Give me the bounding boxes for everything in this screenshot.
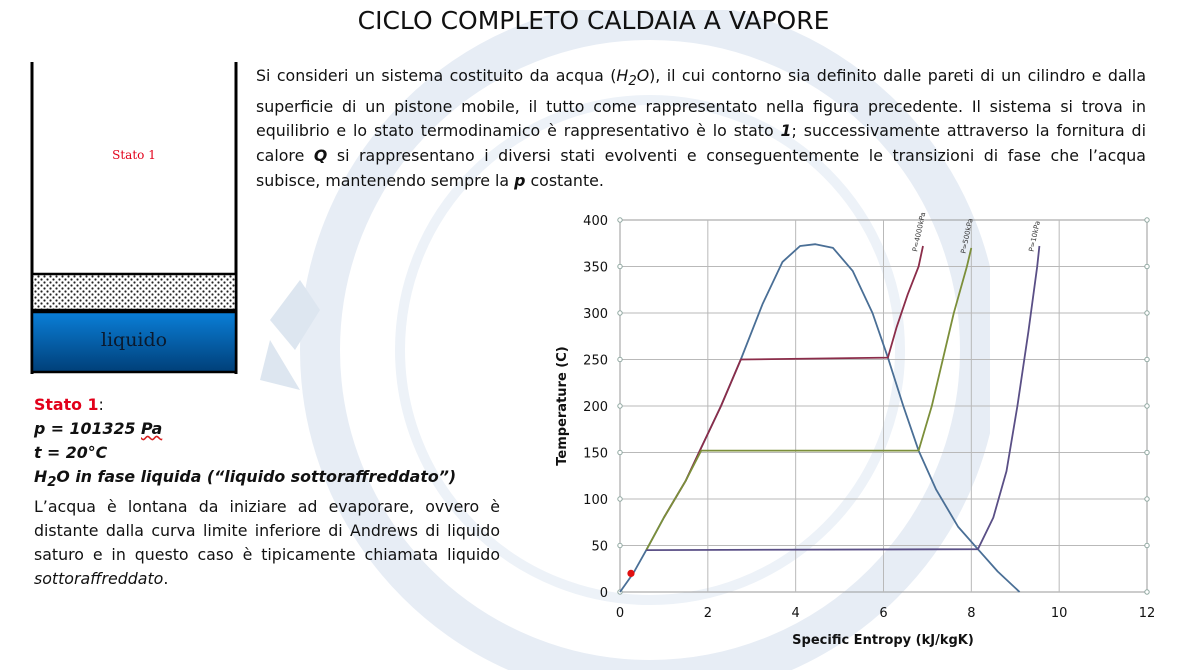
x-tick-label: 4 xyxy=(791,606,800,621)
intro-h2o-h: H xyxy=(616,66,629,85)
axis-tick-marker xyxy=(1145,264,1149,268)
state-heading: Stato 1 xyxy=(34,395,99,414)
intro-paragraph xyxy=(256,64,1146,193)
axis-tick-marker xyxy=(618,543,622,547)
series-label: P=10kPa xyxy=(1027,220,1042,253)
x-tick-label: 12 xyxy=(1138,606,1156,621)
state-heading-colon: : xyxy=(98,395,104,414)
explanation-text-1: L’acqua è lontana da iniziare ad evaporare, ovvero è distante dalla curva limite inferiore di Andrews di liquido saturo e in questo caso è tipicamente chiamata liquido xyxy=(34,497,500,565)
state-description xyxy=(34,393,500,591)
axis-tick-marker xyxy=(1145,497,1149,501)
intro-text-2: ), il cui contorno sia definito dalle pareti di un cilindro e dalla superficie di un pistone mobile, il tutto come rappresentato nella figura precedente. Il sistema si trova in equilibrio e lo stato termodinamico è rappresentativo è lo stato xyxy=(256,66,1147,141)
axis-tick-marker xyxy=(1145,311,1149,315)
intro-text-4: si rappresentano i diversi stati evolventi e conseguentemente le transizioni di fase che l’acqua subisce, mantenendo sempre la xyxy=(256,145,1146,190)
intro-h2o-sub: 2 xyxy=(628,74,637,90)
phase-h: H xyxy=(34,467,48,486)
y-tick-label: 300 xyxy=(583,307,608,322)
pressure-unit: Pa xyxy=(141,419,163,438)
y-tick-label: 150 xyxy=(583,446,608,462)
axis-tick-marker xyxy=(1145,450,1149,454)
intro-state-number: 1 xyxy=(780,121,792,141)
intro-text-5: costante. xyxy=(525,170,604,190)
axis-tick-marker xyxy=(618,218,622,222)
axis-tick-marker xyxy=(1145,357,1149,361)
intro-text-1: Si consideri un sistema costituito da acqua ( xyxy=(256,66,617,85)
phase-sub: 2 xyxy=(47,475,57,491)
intro-text-3: ; successivamente attraverso la fornitura di calore xyxy=(256,121,1146,165)
y-tick-label: 350 xyxy=(583,260,608,276)
pressure-value: p = 101325 xyxy=(34,419,141,438)
series-line-2 xyxy=(646,248,971,550)
axis-tick-marker xyxy=(1145,543,1149,547)
series-label: P=500kPa xyxy=(959,217,975,255)
axis-tick-marker xyxy=(618,404,622,408)
temperature-entropy-chart xyxy=(548,208,1163,658)
piston xyxy=(32,274,236,310)
intro-heat-symbol: Q xyxy=(313,145,328,165)
temperature-line: t = 20°C xyxy=(34,443,108,462)
intro-h2o-o: O xyxy=(636,66,650,85)
y-tick-label: 0 xyxy=(599,586,608,601)
y-tick-label: 400 xyxy=(583,214,608,229)
series-line-0 xyxy=(620,244,1020,592)
axis-tick-marker xyxy=(618,450,622,454)
series-label: P=4000kPa xyxy=(911,211,928,253)
intro-pressure-symbol: p xyxy=(514,170,526,190)
state-label: Stato 1 xyxy=(112,148,156,162)
x-tick-label: 0 xyxy=(615,606,625,621)
axis-tick-marker xyxy=(1145,218,1149,222)
x-tick-label: 6 xyxy=(879,606,888,621)
series-line-1 xyxy=(664,246,923,518)
y-tick-label: 200 xyxy=(583,400,608,415)
x-tick-label: 10 xyxy=(1050,606,1068,621)
x-axis-label: Specific Entropy (kJ/kgK) xyxy=(792,633,974,648)
axis-tick-marker xyxy=(618,264,622,268)
axis-tick-marker xyxy=(618,311,622,315)
pressure-line xyxy=(34,417,500,441)
axis-tick-marker xyxy=(1145,590,1149,594)
x-tick-label: 2 xyxy=(703,606,712,621)
piston-cylinder-figure xyxy=(28,62,243,380)
y-axis-label: Temperature (C) xyxy=(555,346,570,466)
series-line-3 xyxy=(646,246,1039,550)
state-heading-line xyxy=(34,393,500,417)
y-tick-label: 100 xyxy=(583,493,608,508)
axis-tick-marker xyxy=(618,357,622,361)
explanation-text-end: . xyxy=(163,569,169,589)
explanation-text-italic: sottoraffreddato xyxy=(34,569,164,589)
y-tick-label: 250 xyxy=(583,353,608,369)
liquid-label: liquido xyxy=(100,329,168,351)
axis-tick-marker xyxy=(1145,404,1149,408)
state-1-point xyxy=(627,570,634,577)
state-explanation xyxy=(34,495,500,591)
y-tick-label: 50 xyxy=(591,539,608,555)
x-tick-label: 8 xyxy=(967,606,976,621)
axis-tick-marker xyxy=(618,497,622,501)
phase-line xyxy=(34,465,500,495)
slide-title: CICLO COMPLETO CALDAIA A VAPORE xyxy=(357,6,830,35)
phase-text: O in fase liquida (“liquido sottoraffreddato”) xyxy=(56,467,457,486)
